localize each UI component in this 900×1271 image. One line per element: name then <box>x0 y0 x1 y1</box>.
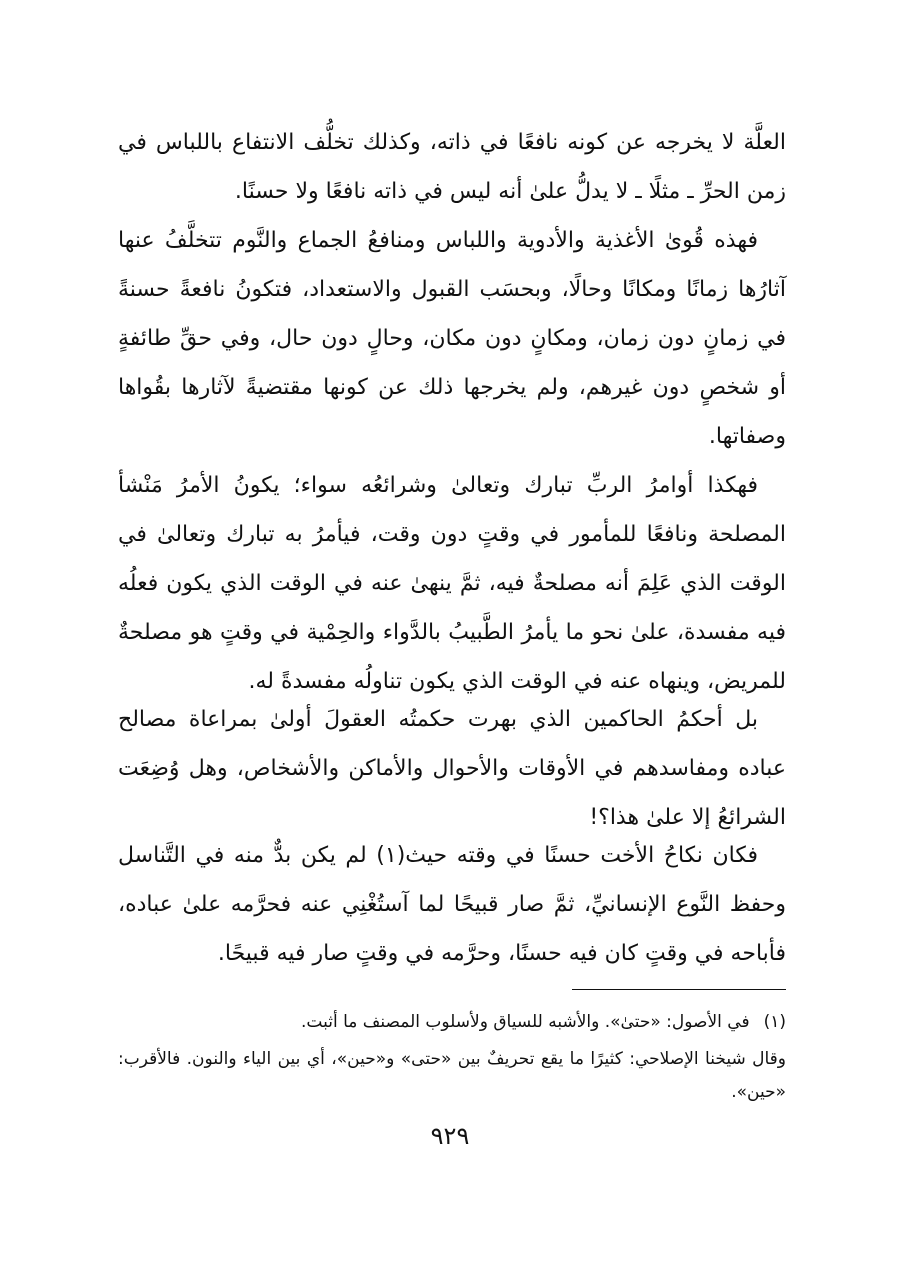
paragraph-text: بل أحكمُ الحاكمين الذي بهرت حكمتُه العقولَ أولىٰ بمراعاة مصالح عباده ومفاسدهم في الأوقات والأحوال والأماكن والأشخاص، وهل وُضِعَت الشرائعُ إلا علىٰ هذا؟! <box>118 707 786 830</box>
body-paragraph-3 <box>118 461 786 706</box>
paragraph-text: فهكذا أوامرُ الربِّ تبارك وتعالىٰ وشرائعُه سواء؛ يكونُ الأمرُ مَنْشأ المصلحة ونافعًا للمأمور في وقتٍ دون وقت، فيأمرُ به تبارك وتعالىٰ في الوقت الذي عَلِمَ أنه مصلحةٌ فيه، ثمَّ ينهىٰ عنه في الوقت الذي يكون فعلُه فيه مفسدة، علىٰ نحو ما يأمرُ الطَّبيبُ بالدَّواء والحِمْية في وقتٍ هو مصلحةٌ للمريض، وينهاه عنه في الوقت الذي يكون تناولُه مفسدةً له. <box>118 473 786 694</box>
paragraph-text: فكان نكاحُ الأخت حسنًا في وقته حيث(١) لم يكن بدٌّ منه في التَّناسل وحفظ النَّوع الإنسانيِّ، ثمَّ صار قبيحًا لما آستُغْنِي عنه فحرَّمه علىٰ عباده، فأباحه في وقتٍ كان فيه حسنًا، وحرَّمه في وقتٍ صار فيه قبيحًا. <box>118 843 786 966</box>
footnote-1 <box>118 1006 786 1039</box>
body-paragraph-5 <box>118 831 786 978</box>
page-number: ٩٢٩ <box>430 1122 470 1150</box>
body-paragraph-2 <box>118 216 786 461</box>
paragraph-text: فهذه قُوىٰ الأغذية والأدوية واللباس ومنافعُ الجماع والنَّوم تتخلَّفُ عنها آثارُها زمانًا ومكانًا وحالًا، وبحسَب القبول والاستعداد، فتكونُ نافعةً حسنةً في زمانٍ دون زمان، ومكانٍ دون مكان، وحالٍ دون حال، وفي حقِّ طائفةٍ أو شخصٍ دون غيرهم، ولم يخرجها ذلك عن كونها مقتضيةً لآثارها بقُواها وصفاتها. <box>118 228 786 449</box>
body-paragraph-1 <box>118 118 786 216</box>
footnote-separator <box>572 989 786 990</box>
body-paragraph-4 <box>118 695 786 842</box>
footnote-text: وقال شيخنا الإصلاحي: كثيرًا ما يقع تحريفٌ بين «حتى» و«حين»، أي بين الياء والنون. فالأقرب: «حين». <box>118 1049 786 1102</box>
footnote-2 <box>118 1043 786 1109</box>
footnote-text: في الأصول: «حتىٰ». والأشبه للسياق ولأسلوب المصنف ما أثبت. <box>301 1012 750 1032</box>
footnote-marker: (١) <box>763 1012 786 1032</box>
paragraph-text: العلَّة لا يخرجه عن كونه نافعًا في ذاته، وكذلك تخلُّف الانتفاع باللباس في زمن الحرِّ ـ مثلًا ـ لا يدلُّ علىٰ أنه ليس في ذاته نافعًا ولا حسنًا. <box>118 130 786 204</box>
